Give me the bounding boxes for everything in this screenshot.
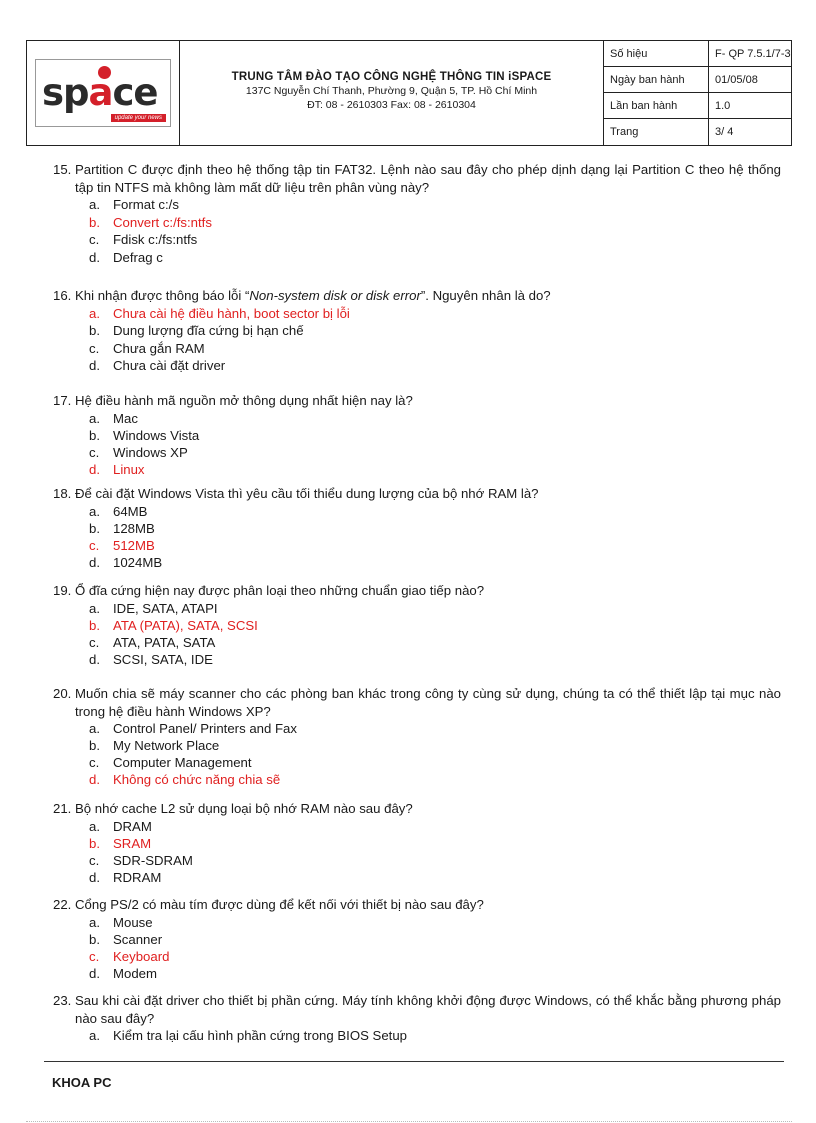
logo-cell xyxy=(27,41,180,145)
option: c. Windows XP xyxy=(89,444,188,460)
footer-label: KHOA PC xyxy=(52,1075,112,1090)
question-15 xyxy=(53,161,781,266)
question-number: 19. xyxy=(53,583,72,598)
question-number: 16. xyxy=(53,288,72,303)
ispace-logo xyxy=(35,59,171,127)
option: d. Modem xyxy=(89,965,157,981)
question-22 xyxy=(53,896,781,982)
option-correct: d. Không có chức năng chia sẽ xyxy=(89,772,281,787)
option: a. DRAM xyxy=(89,818,152,834)
question-text: Ổ đĩa cứng hiện nay được phân loại theo những chuẩn giao tiếp nào? xyxy=(75,583,485,598)
question-text: Sau khi cài đặt driver cho thiết bị phần cứng. Máy tính không khởi động được Windows, có thể khắc bằng phương pháp nào sau đây? xyxy=(75,993,781,1026)
option: b. 128MB xyxy=(89,520,155,536)
question-16 xyxy=(53,287,781,375)
footer-divider xyxy=(44,1061,784,1062)
question-text: Khi nhận được thông báo lỗi “Non-system disk or disk error”. Nguyên nhân là do? xyxy=(75,288,551,303)
question-text: Partition C được định theo hệ thống tập tin FAT32. Lệnh nào sau đây cho phép dịnh dạng lại Partition C theo hệ thống tập tin NTFS mà không làm mất dữ liệu trên phân vùng này? xyxy=(75,162,781,195)
question-text: Bộ nhớ cache L2 sử dụng loại bộ nhớ RAM nào sau đây? xyxy=(75,801,413,816)
option-correct: a. Chưa cài hệ điều hành, boot sector bị lỗi xyxy=(89,305,350,321)
meta-value: F- QP 7.5.1/7-3 xyxy=(709,41,791,67)
page-bottom-divider xyxy=(26,1121,792,1122)
option: b. Scanner xyxy=(89,931,163,947)
option: b. My Network Place xyxy=(89,738,220,753)
question-number: 20. xyxy=(53,686,72,701)
meta-key: Ngày ban hành xyxy=(604,67,709,93)
organization-info xyxy=(180,41,604,145)
question-20 xyxy=(53,685,781,788)
question-number: 18. xyxy=(53,486,72,501)
option: a. IDE, SATA, ATAPI xyxy=(89,600,218,616)
meta-value: 1.0 xyxy=(709,93,791,119)
org-phone: ĐT: 08 - 2610303 Fax: 08 - 2610304 xyxy=(307,99,476,111)
option: d. 1024MB xyxy=(89,554,163,570)
meta-key: Trang xyxy=(604,119,709,145)
option: a. Control Panel/ Printers and Fax xyxy=(89,721,297,736)
question-number: 22. xyxy=(53,897,72,912)
org-address: 137C Nguyễn Chí Thanh, Phường 9, Quận 5, TP. Hồ Chí Minh xyxy=(245,85,538,97)
option: a. Mac xyxy=(89,410,138,426)
question-21 xyxy=(53,800,781,886)
question-number: 17. xyxy=(53,393,72,408)
option-correct: c. 512MB xyxy=(89,537,155,553)
option: a. Mouse xyxy=(89,914,153,930)
meta-value: 01/05/08 xyxy=(709,67,791,93)
option-correct: b. Convert c:/fs:ntfs xyxy=(89,214,212,230)
org-name: TRUNG TÂM ĐÀO TẠO CÔNG NGHỆ THÔNG TIN iSPACE xyxy=(231,71,552,83)
option: d. SCSI, SATA, IDE xyxy=(89,651,213,667)
option-correct: b. SRAM xyxy=(89,835,152,851)
option-correct: b. ATA (PATA), SATA, SCSI xyxy=(89,617,258,633)
question-18 xyxy=(53,485,781,571)
option: d. Defrag c xyxy=(89,249,163,265)
option: d. Chưa cài đặt driver xyxy=(89,358,226,373)
option: a. Kiểm tra lại cấu hình phần cứng trong BIOS Setup xyxy=(89,1028,407,1043)
question-19 xyxy=(53,582,781,668)
document-meta-table xyxy=(604,41,791,145)
document-header xyxy=(26,40,792,146)
option: b. Windows Vista xyxy=(89,427,200,443)
option: c. SDR-SDRAM xyxy=(89,852,193,868)
logo-wordmark: space xyxy=(42,71,158,114)
question-text: Hệ điều hành mã nguồn mở thông dụng nhất hiện nay là? xyxy=(75,393,413,408)
option-correct: c. Keyboard xyxy=(89,948,170,964)
option: a. 64MB xyxy=(89,503,148,519)
meta-key: Lần ban hành xyxy=(604,93,709,119)
question-number: 23. xyxy=(53,993,72,1008)
question-text: Để cài đặt Windows Vista thì yêu cầu tối thiểu dung lượng của bộ nhớ RAM là? xyxy=(75,486,539,501)
question-23 xyxy=(53,992,781,1044)
option: c. Fdisk c:/fs:ntfs xyxy=(89,232,198,247)
question-text: Cổng PS/2 có màu tím được dùng để kết nối với thiết bị nào sau đây? xyxy=(75,897,484,912)
question-number: 21. xyxy=(53,801,72,816)
question-17 xyxy=(53,392,781,478)
logo-tagline: update your news xyxy=(111,114,166,122)
option: c. ATA, PATA, SATA xyxy=(89,634,216,650)
option: d. RDRAM xyxy=(89,869,162,885)
option: a. Format c:/s xyxy=(89,197,179,212)
question-number: 15. xyxy=(53,162,72,177)
option-correct: d. Linux xyxy=(89,461,145,477)
meta-key: Số hiệu xyxy=(604,41,709,67)
option: c. Computer Management xyxy=(89,755,252,770)
meta-value: 3/ 4 xyxy=(715,126,734,138)
question-text: Muốn chia sẽ máy scanner cho các phòng ban khác trong công ty cùng sử dụng, chúng ta có thể thiết lập tại mục nào trong hệ điều hành Windows XP? xyxy=(75,686,781,719)
option: b. Dung lượng đĩa cứng bị hạn chế xyxy=(89,323,304,338)
option: c. Chưa gắn RAM xyxy=(89,340,205,356)
